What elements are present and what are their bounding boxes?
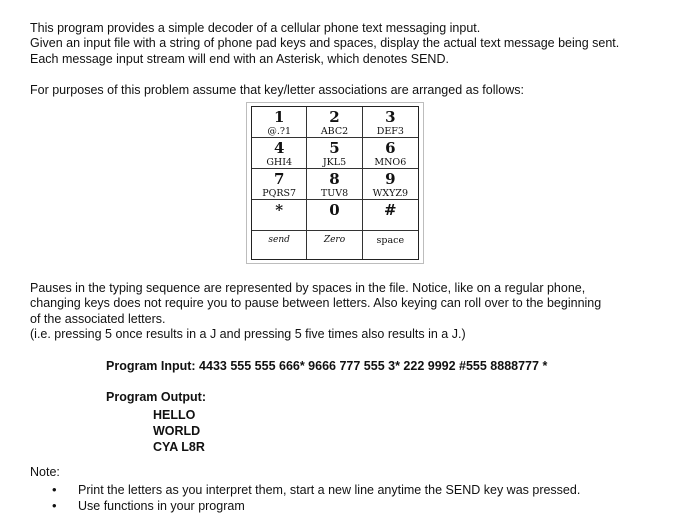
keypad-key-caption xyxy=(363,231,418,259)
key-number: 3 xyxy=(385,108,396,126)
program-input: Program Input: 4433 555 555 666* 9666 777 555 3* 222 9992 #555 8888777 * xyxy=(106,359,548,373)
keypad-key xyxy=(252,107,307,138)
key-number: 4 xyxy=(273,139,285,157)
intro-line: This program provides a simple decoder of a cellular phone text messaging input. xyxy=(30,21,481,35)
key-letters: @.?1 xyxy=(267,126,291,137)
key-letters: GHI4 xyxy=(266,157,292,168)
intro-line: Each message input stream will end with an Asterisk, which denotes SEND. xyxy=(30,51,449,66)
key-number: 5 xyxy=(329,139,340,157)
note-item xyxy=(52,482,580,498)
pauses-line: (i.e. pressing 5 once results in a J and pressing 5 five times also results in a J.) xyxy=(30,327,466,342)
pauses-line: of the associated letters. xyxy=(30,311,166,326)
note-text: Print the letters as you interpret them, start a new line anytime the SEND key was pressed. xyxy=(78,483,581,497)
note-text: Use functions in your program xyxy=(78,499,245,513)
key-number: 0 xyxy=(329,201,340,219)
intro-paragraph xyxy=(30,21,619,67)
output-line: WORLD xyxy=(153,424,201,438)
keypad-key xyxy=(252,200,307,231)
intro-line: Given an input file with a string of phone pad keys and spaces, display the actual text message being sent. xyxy=(30,36,620,51)
output-line: HELLO xyxy=(153,408,196,422)
keypad-key xyxy=(252,169,307,200)
keypad-key xyxy=(363,200,418,231)
key-letters: send xyxy=(268,235,290,245)
program-output xyxy=(153,407,205,455)
bullet-icon: • xyxy=(52,482,57,497)
keypad-key-caption xyxy=(307,231,362,259)
keypad-figure xyxy=(246,102,424,264)
keypad-grid xyxy=(251,106,419,260)
keypad-key xyxy=(252,138,307,169)
key-number: * xyxy=(275,201,284,219)
key-number: 7 xyxy=(273,170,285,188)
key-letters: TUV8 xyxy=(320,188,349,199)
pauses-line: changing keys does not require you to pause between letters. Also keying can roll over to the beginning xyxy=(30,296,602,311)
keypad-key xyxy=(307,169,362,200)
key-letters: MNO6 xyxy=(374,157,407,168)
key-letters: space xyxy=(376,235,405,246)
key-number: 2 xyxy=(329,108,340,126)
key-letters: PQRS7 xyxy=(262,188,297,199)
key-number: 1 xyxy=(273,108,285,126)
note-item xyxy=(52,498,580,514)
key-number: 9 xyxy=(385,170,396,188)
key-letters: JKL5 xyxy=(322,157,347,168)
keypad-key-caption xyxy=(252,231,307,259)
pauses-line: Pauses in the typing sequence are represented by spaces in the file. Notice, like on a regular phone, xyxy=(30,281,586,295)
keypad-key xyxy=(363,107,418,138)
keypad-key xyxy=(307,200,362,231)
keypad-key xyxy=(363,169,418,200)
output-line: CYA L8R xyxy=(153,440,205,454)
key-number: 8 xyxy=(329,170,340,188)
keypad-key xyxy=(307,107,362,138)
bullet-icon: • xyxy=(52,498,57,513)
purpose-line: For purposes of this problem assume that key/letter associations are arranged as follows: xyxy=(30,83,524,97)
key-number: 6 xyxy=(385,139,396,157)
key-number: # xyxy=(384,201,397,219)
notes-list xyxy=(52,482,580,514)
key-letters: WXYZ9 xyxy=(372,188,409,199)
key-letters: ABC2 xyxy=(320,126,349,137)
program-output-label: Program Output: xyxy=(106,390,206,404)
pauses-paragraph xyxy=(30,281,601,343)
note-label: Note: xyxy=(30,465,60,479)
keypad-key xyxy=(307,138,362,169)
key-letters: Zero xyxy=(323,235,346,245)
key-letters: DEF3 xyxy=(376,126,404,137)
keypad-key xyxy=(363,138,418,169)
